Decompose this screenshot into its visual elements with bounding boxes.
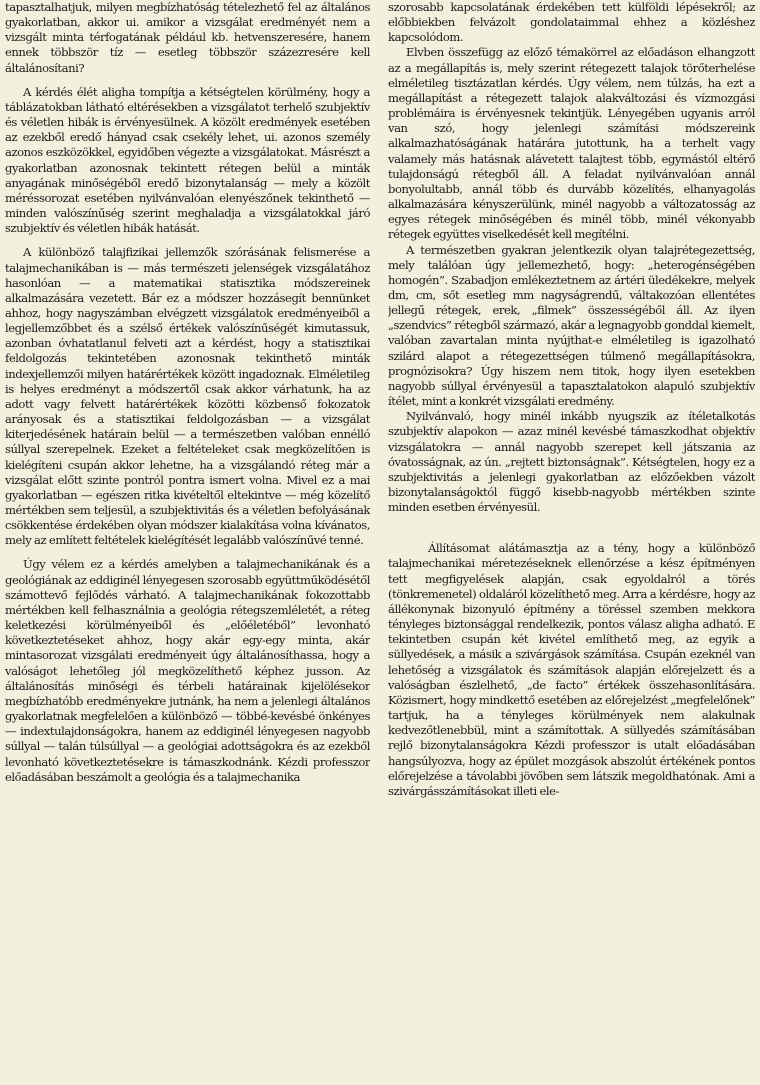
paragraph: A természetben gyakran jelentkezik olyan talajrétegezettség, mely találóan úgy jellemezhető, hogy: „heterogénségében homogén”. Szabadjon emlékeztetnem az ártéri üledékekre, melyek dm, cm, sőt esetleg mm nagyságrendű, váltakozóan ellentétes jellegű rétegek, erek, „filmek” összességéből áll. Az ilyen „szendvics” rétegből származó, akár a legnagyobb gonddal kiemelt, valóban zavartalan minta nyújthat-e elméletileg is igazolható szilárd alapot a rétegezettségen túlmenő megállapításokra, prognózisokra? Úgy hiszem nem titok, hogy ilyen esetekben nagyobb súllyal érvényesül a tapasztalatokon alapuló szubjektív ítélet, mint a konkrét vizsgálati eredmény. (388, 242, 755, 409)
paragraph: Nyilvánvaló, hogy minél inkább nyugszik az ítéletalkotás szubjektív alapokon — azaz minél kevésbé támaszkodhat objektív vizsgálatokra — annál nagyobb szerepet kell játszania az óvatosságnak, az ún. „rejtett biztonságnak”. Kétségtelen, hogy ez a szubjektivitás a jelenlegi gyakorlatban az előzőekben vázolt bizonytalanságoktól függő kisebb-nagyobb mértékben szinte minden esetben érvényesül. (388, 409, 755, 515)
paragraph: Úgy vélem ez a kérdés amelyben a talajmechanikának és a geológiának az eddiginél lényegesen szorosabb együttműködésétől számottevő fejlődés várható. A talajmechanikának fokozottabb mértékben kell felhasználnia a geológia rétegszemléletét, a réteg keletkezési körülményeiből és „előéletéből” levonható következtetéseket ahhoz, hogy akár egy-egy minta, akár mintasorozat vizsgálati eredményeit úgy általánosíthassa, hogy a valóságot lehetőleg jól megközelíthető képhez jusson. Az általánosítás minőségi és térbeli határainak kijelölésekor megbízhatóbb eredményekre jutnánk, ha nem a jelenlegi általános gyakorlatnak megfelelően a különböző — többé-kevésbé önkényes — indextulajdonságokra, hanem az eddiginél lényegesen nagyobb súllyal — talán túlsúllyal — a geológiai adottságokra és az ezekből levonható következtetésekre is támaszkodnánk. Kézdi professzor előadásában beszámolt a geológia és a talajmechanika (5, 557, 370, 784)
paragraph: A különböző talajfizikai jellemzők szórásának felismerése a talajmechanikában is — más természeti jelenségek vizsgálatához hasonlóan — a matematikai statisztika módszereinek alkalmazására vezetett. Bár ez a módszer hozzásegít bennünket ahhoz, hogy nagyszámban elvégzett vizsgálatok eredményeiből a legjellemzőbbet és a szélső értékek valószínűségét kimutassuk, azonban óvhatatlanul felveti azt a kérdést, hogy a statisztikai feldolgozás tekintetében azonosnak tekinthető minták indexjellemzői milyen határértékek között ingadoznak. Elméletileg is helyes eredményt a módszertől csak akkor várhatunk, ha az adott vagy felvett határértékek közötti közbenső fokozatok arányosak és a statisztikai feldolgozásban — a vizsgálat kiterjedésének határain belül — a természetben valóban ennélló súllyal szerepelnek. Ezeket a feltételeket csak megközelítően is kielégíteni csupán akkor lehetne, ha a vizsgálandó réteg már a vizsgálat előtt szinte pontról pontra ismert volna. Mivel ez a mai gyakorlatban — egészen ritka kivételtől eltekintve — még közelítő mértékben sem teljesül, a szubjektivitás és a véletlen befolyásának csökkentése érdekében olyan módszer kialakítása volna kívánatos, mely az említett feltételek kielégítését legalább valószínűvé tenné. (5, 245, 370, 548)
paragraph: Elvben összefügg az előző témakörrel az előadáson elhangzott az a megállapítás is, mely szerint rétegezett talajok törőterhelése elméletileg tisztázatlan kérdés. Úgy vélem, nem túlzás, ha ezt a megállapítást a rétegezett talajok alakváltozási és vízmozgási problémáira is érvényesnek tekintjük. Lényegében ugyanis arról van szó, hogy jelenlegi számítási módszereink alkalmazhatóságának határára jutottunk, ha a terhelt vagy valamely más hatásnak alávetett talajtest több, egymástól eltérő tulajdonságú rétegből áll. A feladat nyilvánvalóan annál bonyolultabb, annál több és durvább közelítés, elhanyagolás alkalmazására kényszerülünk, minél nagyobb a változatosság az egyes rétegek minőségében és minél több, minél vékonyabb rétegek együttes viselkedését kell megítélni. (388, 45, 755, 242)
paragraph: Állításomat alátámasztja az a tény, hogy a különböző talajmechanikai méretezéseknek ellenőrzése a kész építményen tett megfigyelések alapján, csak egyoldalról a törés (tönkremenetel) oldaláról közelíthető meg. Arra a kérdésre, hogy az állékonynak bizonyuló építmény a töréssel szemben mekkora tényleges biztonsággal rendelkezik, pontos válasz aligha adható. E tekintetben csupán két kivétel említhető meg, az egyik a süllyedések, a másik a szivárgások számítása. Csupán ezeknél van lehetőség a vizsgálatok és számítások alapján előrejelzett és a valóságban észlelhető, „de facto” értékek összehasonlítására. Közismert, hogy mindkettő esetében az előrejelzést „megfelelőnek” tartjuk, ha a tényleges körülmények nem alakulnak kedvezőtlenebbül, mint a számítottak. A süllyedés számításában rejlő bizonytalanságokra Kézdi professzor is utalt előadásában hangsúlyozva, hogy az épület mozgások abszolút értékének pontos előrejelzése a távolabbi jövőben sem látszik megoldhatónak. Ami a szivárgásszámításokat illeti ele- (388, 541, 755, 798)
paragraph: A kérdés élét aligha tompítja a kétségtelen körülmény, hogy a táblázatokban látható eltérésekben a vizsgálatot terhelő szubjektív és véletlen hibák is érvényesülnek. A közölt eredmények esetében az ezekből eredő hányad csak csekély lehet, ui. azonos személy azonos eszközökkel, egyidőben végezte a vizsgálatokat. Másrészt a gyakorlatban azonosnak tekintett rétegen belül a minták anyagának minőségéből eredő bizonytalanság — mely a közölt méréssorozat esetében nyilvánvalóan elenyészőnek tekinthető — minden valószínűség szerint meghaladja a vizsgálatokkal járó szubjektív és véletlen hibák hatását. (5, 84, 370, 236)
paragraph: szorosabb kapcsolatának érdekében tett külföldi lépésekről; az előbbiekben felvázolt gondolataimmal ehhez a közléshez kapcsolódom. (388, 0, 755, 45)
paragraph: tapasztalhatjuk, milyen megbízhatóság tételezhető fel az általános gyakorlatban, akkor ui. amikor a vizsgálat eredményét nem a vizsgált minta térfogatának például kb. hetvenszeresére, hanem ennek többször tíz — esetleg többször százezresére kell általánosítani? (5, 0, 370, 75)
left-column (5, 0, 370, 1085)
right-column (388, 0, 755, 1085)
